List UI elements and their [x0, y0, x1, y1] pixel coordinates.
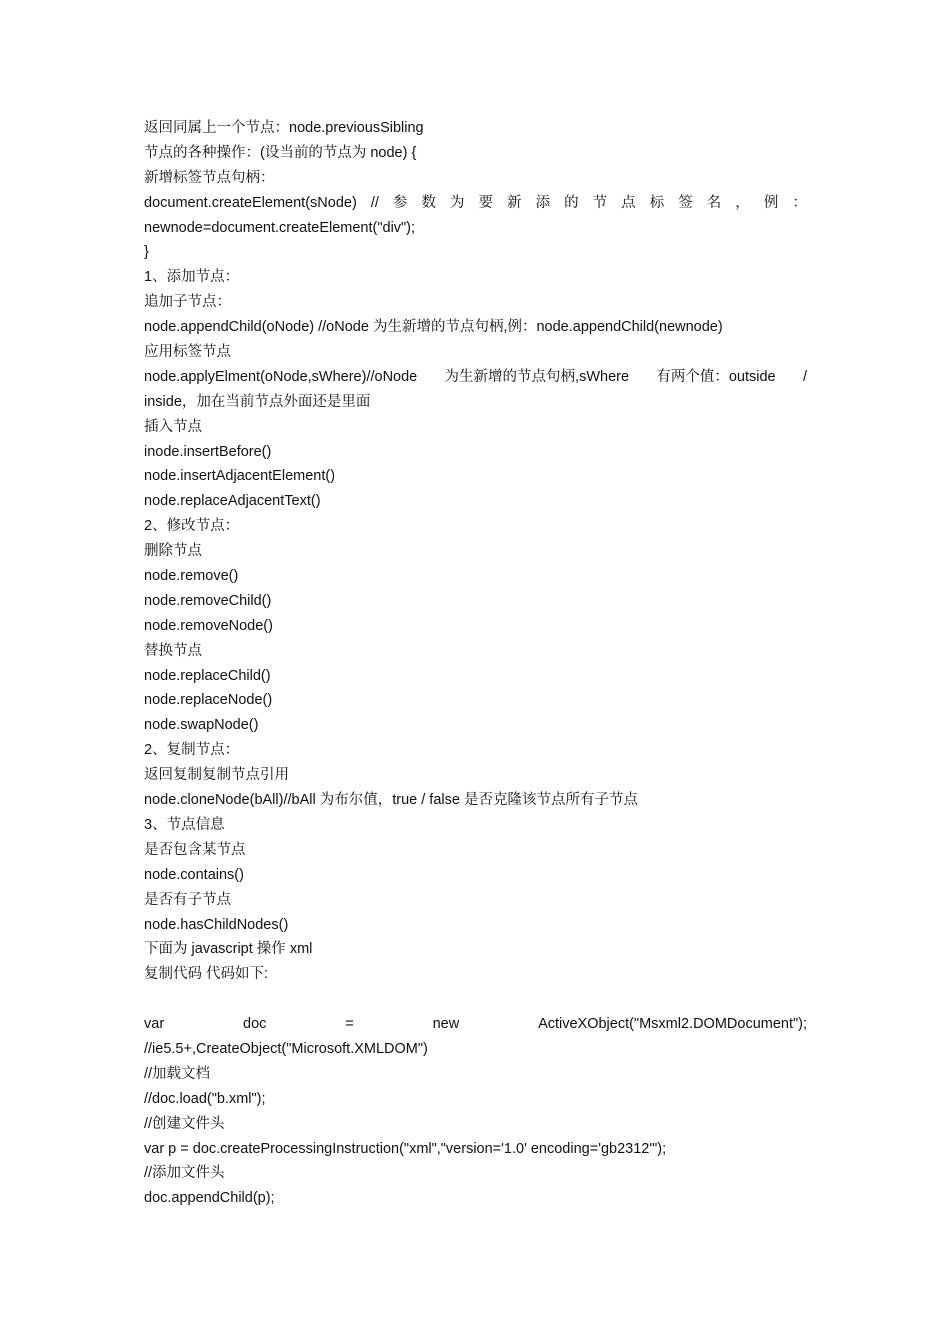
- text-word: 名: [706, 194, 722, 211]
- text-word: document.createElement(sNode): [144, 194, 357, 211]
- text-line: 1、添加节点：: [144, 269, 240, 286]
- text-word: 签: [678, 194, 693, 211]
- text-line: 替换节点: [144, 642, 202, 659]
- text-word: =: [345, 1016, 354, 1033]
- text-word: /: [802, 368, 807, 385]
- text-word: //: [370, 194, 379, 211]
- text-word: 新: [507, 194, 522, 211]
- text-line: inside，加在当前节点外面还是里面: [144, 393, 371, 410]
- text-word: ActiveXObject("Msxml2.DOMDocument");: [538, 1016, 807, 1033]
- text-line: //加载文档: [144, 1065, 211, 1082]
- text-line: node.replaceChild(): [144, 667, 271, 684]
- text-line: node.replaceNode(): [144, 692, 273, 709]
- text-line-justified: [144, 365, 807, 390]
- text-line: //doc.load("b.xml");: [144, 1090, 266, 1107]
- text-line: 是否包含某节点: [144, 841, 246, 858]
- text-line: node.insertAdjacentElement(): [144, 468, 336, 485]
- text-line: 返回同属上一个节点：node.previousSibling: [144, 120, 424, 136]
- text-line: node.replaceAdjacentText(): [144, 493, 321, 510]
- text-line: node.remove(): [144, 568, 239, 585]
- text-word: 标: [649, 194, 665, 211]
- text-word: var: [144, 1016, 165, 1033]
- text-line: }: [144, 244, 149, 261]
- text-word: 为生新增的节点句柄,sWhere: [444, 368, 630, 385]
- text-line: 复制代码 代码如下:: [144, 966, 269, 983]
- text-word: 节: [592, 194, 608, 211]
- text-line-justified: [144, 1012, 807, 1037]
- text-line: 应用标签节点: [144, 344, 231, 361]
- text-line: 下面为 javascript 操作 xml: [144, 941, 313, 958]
- text-word: 为: [449, 194, 465, 211]
- text-word: 的: [564, 194, 579, 211]
- text-line: 节点的各种操作：(设当前的节点为 node) {: [144, 144, 417, 161]
- text-line: node.swapNode(): [144, 717, 259, 734]
- text-line: //创建文件头: [144, 1115, 225, 1132]
- text-word: 例: [763, 194, 779, 211]
- text-word: doc: [243, 1016, 267, 1033]
- text-line-justified: [144, 191, 807, 216]
- text-line: 返回复制复制节点引用: [144, 767, 289, 784]
- text-word: ，: [735, 194, 750, 211]
- text-line: node.removeChild(): [144, 592, 272, 609]
- text-line: node.contains(): [144, 866, 244, 883]
- text-line: doc.appendChild(p);: [144, 1190, 275, 1207]
- text-line: node.removeNode(): [144, 617, 273, 634]
- text-word: 数: [421, 194, 436, 211]
- document-body: [144, 116, 807, 1211]
- text-word: 要: [478, 194, 493, 211]
- text-line: 追加子节点：: [144, 294, 231, 311]
- text-line: node.cloneNode(bAll)//bAll 为布尔值，true / false 是否克隆该节点所有子节点: [144, 792, 638, 809]
- text-word: 点: [621, 194, 636, 211]
- text-word: node.applyElment(oNode,sWhere)//oNode: [144, 368, 418, 385]
- text-word: 参: [392, 194, 408, 211]
- text-line: //ie5.5+,CreateObject("Microsoft.XMLDOM"): [144, 1040, 428, 1057]
- text-word: ：: [792, 194, 807, 211]
- text-line: 3、节点信息: [144, 816, 225, 833]
- text-line: 新增标签节点句柄：: [144, 169, 275, 186]
- text-line: 2、复制节点：: [144, 742, 240, 759]
- text-word: 添: [535, 194, 551, 211]
- text-word: 有两个值：outside: [656, 368, 776, 385]
- text-line: node.appendChild(oNode) //oNode 为生新增的节点句柄,例：node.appendChild(newnode): [144, 319, 723, 336]
- text-line: newnode=document.createElement("div");: [144, 219, 416, 236]
- text-line: inode.insertBefore(): [144, 443, 272, 460]
- text-line: 删除节点: [144, 543, 202, 560]
- text-line: node.hasChildNodes(): [144, 916, 289, 933]
- text-line: var p = doc.createProcessingInstruction("xml","version='1.0' encoding='gb2312'");: [144, 1140, 667, 1157]
- text-word: new: [432, 1016, 460, 1033]
- blank-line: [144, 987, 807, 1012]
- text-line: 是否有子节点: [144, 891, 231, 908]
- text-line: 插入节点: [144, 418, 202, 435]
- text-line: 2、修改节点：: [144, 518, 240, 535]
- text-line: //添加文件头: [144, 1165, 225, 1182]
